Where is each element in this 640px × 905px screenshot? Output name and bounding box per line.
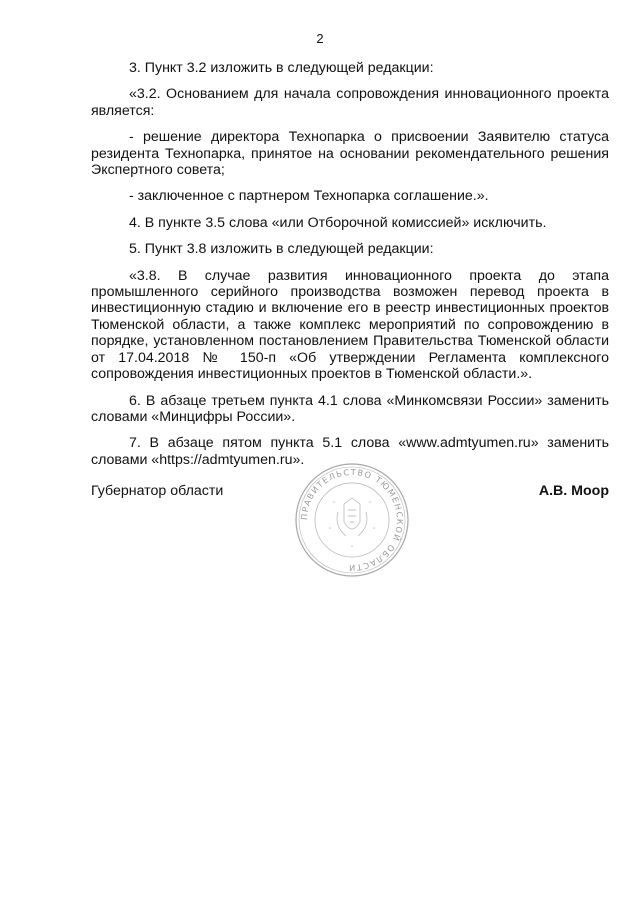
signatory-title: Губернатор области <box>91 483 224 499</box>
paragraph-item-3: 3. Пункт 3.2 изложить в следующей редакции: <box>129 60 434 76</box>
paragraph-item-4: 4. В пункте 3.5 слова «или Отборочной комиссией» исключить. <box>129 214 547 231</box>
signatory-name: А.В. Моор <box>538 483 609 499</box>
paragraph-agreement: - заключенное с партнером Технопарка соглашение.». <box>129 188 489 205</box>
official-seal-icon <box>294 462 410 578</box>
paragraph-quote-3-8: «3.8. В случае развития инновационного проекта до этапа промышленного серийного производства возможен перевод проекта в инвестиционную стадию и включение его в реестр инвестиционных проектов Тюменской области, а также комплекс мероприятий по сопровождению в порядке, установленном постановлением Правительства Тюменской области от 17.04.2018 № 150-п «Об утверждении Регламента комплексного сопровождения инвестиционных проектов в Тюменской области.». <box>91 267 609 383</box>
document-body <box>91 60 609 478</box>
paragraph-item-6: 6. В абзаце третьем пункта 4.1 слова «Минкомсвязи России» заменить словами «Минцифры России». <box>91 392 609 425</box>
paragraph-quote-3-2: «3.2. Основанием для начала сопровождения инновационного проекта является: <box>91 86 609 119</box>
page-number: 2 <box>316 31 324 46</box>
paragraph-decision: - решение директора Технопарка о присвоении Заявителю статуса резидента Технопарка, принятое на основании рекомендательного решения Экспертного совета; <box>91 129 609 179</box>
seal-ring-text: ПРАВИТЕЛЬСТВО ТЮМЕНСКОЙ ОБЛАСТИ <box>298 466 406 574</box>
paragraph-item-5: 5. Пункт 3.8 изложить в следующей редакции: <box>129 241 434 258</box>
paragraph-item-7: 7. В абзаце пятом пункта 5.1 слова «www.admtyumen.ru» заменить словами «https://admtyumen.ru». <box>91 435 609 468</box>
